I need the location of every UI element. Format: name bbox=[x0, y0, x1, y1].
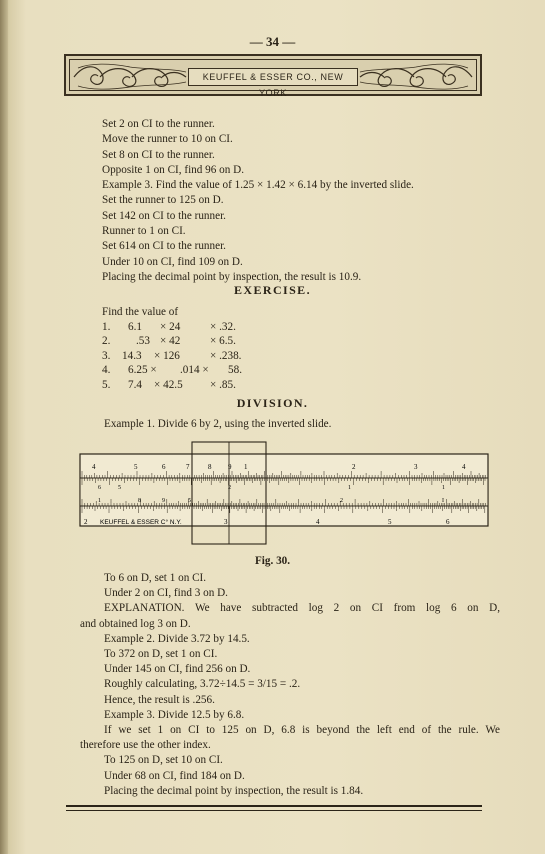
intro-line: Runner to 1 on CI. bbox=[102, 225, 186, 238]
exercise-list bbox=[102, 305, 402, 393]
lower-scale-label: 2 bbox=[84, 518, 88, 526]
slide-scale-label: I bbox=[442, 498, 444, 504]
footer-rule-thin bbox=[66, 810, 482, 811]
header-banner-frame bbox=[69, 59, 477, 98]
exercise-factor-b: .014 × bbox=[180, 364, 209, 377]
division-line: Hence, the result is .256. bbox=[104, 693, 215, 706]
intro-line: Set 142 on CI to the runner. bbox=[102, 209, 226, 222]
division-line: Example 2. Divide 3.72 by 14.5. bbox=[104, 632, 250, 645]
exercise-number: 4. bbox=[102, 364, 111, 377]
division-line: Under 2 on CI, find 3 on D. bbox=[104, 587, 228, 600]
slide-scale-label: 9 bbox=[162, 498, 165, 504]
scroll-ornament-right-icon bbox=[358, 60, 476, 94]
division-line: If we set 1 on CI to 125 on D, 6.8 is beyond the left end of the rule. We bbox=[104, 724, 500, 737]
upper-scale-label: 9 bbox=[228, 463, 232, 471]
exercise-row bbox=[102, 349, 402, 364]
slide-scale-label: 8 bbox=[138, 498, 141, 504]
intro-line: Example 3. Find the value of 1.25 × 1.42 × 6.14 by the inverted slide. bbox=[102, 179, 414, 192]
intro-line: Opposite 1 on CI, find 96 on D. bbox=[102, 163, 245, 176]
lower-scale-label: 4 bbox=[316, 518, 320, 526]
book-binding-edge bbox=[0, 0, 8, 854]
exercise-factor-b: × 42.5 bbox=[154, 378, 183, 391]
slide-rule-brand: KEUFFEL & ESSER C° N.Y. bbox=[100, 519, 182, 526]
upper-scale-label: 3 bbox=[414, 463, 418, 471]
division-example-1: Example 1. Divide 6 by 2, using the inverted slide. bbox=[104, 418, 332, 430]
upper-scale-label: 7 bbox=[186, 463, 190, 471]
slide-scale-label: 5 bbox=[188, 498, 191, 504]
exercise-factor-a: 6.25 × bbox=[128, 364, 157, 377]
slide-rule-slide bbox=[80, 478, 488, 506]
exercise-factor-c: × 6.5. bbox=[210, 335, 236, 348]
upper-scale-label: 8 bbox=[208, 463, 212, 471]
exercise-lead-text: Find the value of bbox=[102, 306, 179, 318]
division-instructions bbox=[80, 571, 500, 799]
upper-scale-label: 4 bbox=[462, 463, 466, 471]
exercise-number: 5. bbox=[102, 378, 111, 391]
intro-line: Move the runner to 10 on CI. bbox=[102, 133, 233, 146]
intro-line: Placing the decimal point by inspection, the result is 10.9. bbox=[102, 270, 362, 283]
exercise-row bbox=[102, 334, 402, 349]
slide-scale-label: 5 bbox=[118, 485, 121, 491]
exercise-row bbox=[102, 363, 402, 378]
intro-line: Set the runner to 125 on D. bbox=[102, 194, 224, 207]
division-line: therefore use the other index. bbox=[80, 739, 211, 752]
exercise-number: 1. bbox=[102, 320, 111, 333]
upper-scale-label: 1 bbox=[244, 463, 248, 471]
upper-scale-label: 5 bbox=[134, 463, 138, 471]
exercise-number: 3. bbox=[102, 349, 111, 362]
division-line: and obtained log 3 on D. bbox=[80, 617, 191, 630]
division-line: EXPLANATION. We have subtracted log 2 on CI from log 6 on D, bbox=[104, 602, 500, 615]
division-line: Example 3. Divide 12.5 by 6.8. bbox=[104, 708, 245, 721]
exercise-heading: EXERCISE. bbox=[234, 283, 311, 297]
exercise-factor-b: × 126 bbox=[154, 349, 180, 362]
slide-scale-label: 1 bbox=[98, 498, 101, 504]
division-line: Placing the decimal point by inspection, the result is 1.84. bbox=[104, 784, 364, 797]
footer-rule-thick bbox=[66, 805, 482, 807]
intro-instructions bbox=[102, 117, 502, 285]
lower-scale-label: 5 bbox=[388, 518, 392, 526]
intro-line: Set 614 on CI to the runner. bbox=[102, 240, 226, 253]
slide-scale-label: 2 bbox=[228, 485, 231, 491]
exercise-factor-c: × .238. bbox=[210, 349, 242, 362]
slide-scale-label: 6 bbox=[98, 485, 101, 491]
exercise-lead bbox=[102, 305, 402, 320]
exercise-factor-c: × .32. bbox=[210, 320, 236, 333]
figure-caption: Fig. 30. bbox=[254, 555, 291, 567]
exercise-factor-c: 58. bbox=[228, 364, 242, 377]
division-line: To 125 on D, set 10 on CI. bbox=[104, 754, 223, 767]
upper-scale-label: 2 bbox=[352, 463, 356, 471]
slide-rule-illustration bbox=[78, 440, 490, 546]
exercise-factor-c: × .85. bbox=[210, 378, 236, 391]
exercise-factor-a: 14.3 bbox=[122, 349, 142, 362]
exercise-row bbox=[102, 320, 402, 335]
division-line: To 372 on D, set 1 on CI. bbox=[104, 648, 218, 661]
exercise-number: 2. bbox=[102, 335, 111, 348]
page-number: — 34 — bbox=[249, 34, 296, 49]
lower-scale-label: 3 bbox=[224, 518, 228, 526]
scroll-ornament-left-icon bbox=[70, 60, 188, 94]
slide-scale-label: 1 bbox=[348, 485, 351, 491]
exercise-factor-a: 7.4 bbox=[128, 378, 142, 391]
exercise-row bbox=[102, 378, 402, 393]
exercise-factor-b: × 42 bbox=[160, 335, 181, 348]
division-line: Under 68 on CI, find 184 on D. bbox=[104, 769, 245, 782]
intro-line: Set 8 on CI to the runner. bbox=[102, 148, 215, 161]
upper-scale-label: 6 bbox=[162, 463, 166, 471]
exercise-factor-a: .53 bbox=[136, 335, 150, 348]
division-line: To 6 on D, set 1 on CI. bbox=[104, 572, 207, 584]
upper-scale-label: 4 bbox=[92, 463, 96, 471]
lower-scale-label: 6 bbox=[446, 518, 450, 526]
exercise-factor-b: × 24 bbox=[160, 320, 181, 333]
division-heading: DIVISION. bbox=[236, 396, 309, 410]
division-line: Roughly calculating, 3.72÷14.5 = 3/15 = .2. bbox=[104, 678, 301, 691]
intro-line: Under 10 on CI, find 109 on D. bbox=[102, 255, 243, 268]
header-brand-label: KEUFFEL & ESSER CO., NEW YORK bbox=[188, 68, 358, 86]
division-line: Under 145 on CI, find 256 on D. bbox=[104, 663, 251, 676]
slide-scale-label: 1 bbox=[442, 485, 445, 491]
intro-line: Set 2 on CI to the runner. bbox=[102, 118, 215, 130]
header-banner bbox=[64, 54, 482, 96]
slide-scale-label: 2 bbox=[340, 498, 343, 504]
exercise-factor-a: 6.1 bbox=[128, 320, 142, 333]
